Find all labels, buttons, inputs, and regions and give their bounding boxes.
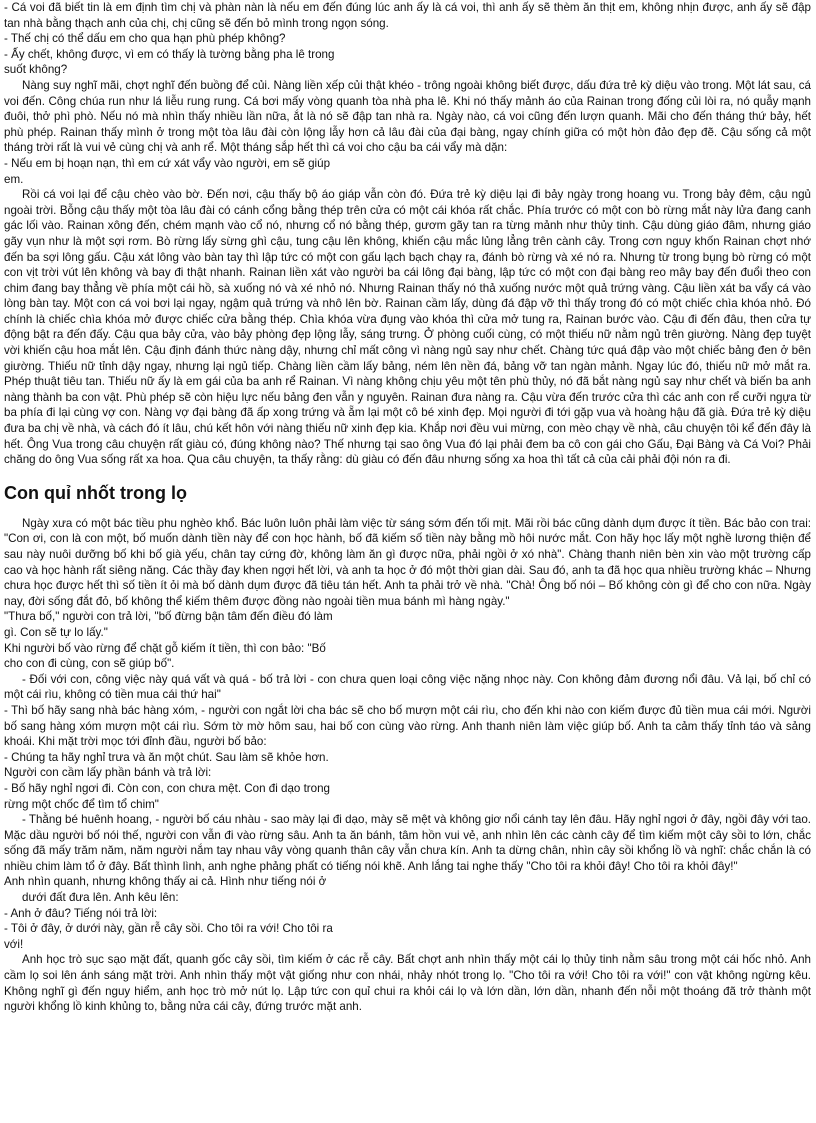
paragraph: với! [4, 937, 24, 951]
paragraph: - Ấy chết, không được, vì em có thấy là tường bằng pha lê trong [4, 47, 335, 61]
paragraph: - Nếu em bị hoạn nạn, thì em cứ xát vẩy vào người, em sẽ giúp [4, 156, 331, 170]
paragraph: gì. Con sẽ tự lo lấy." [4, 625, 108, 639]
paragraph: Nàng suy nghĩ mãi, chợt nghĩ đến buồng để củi. Nàng liền xếp củi thật khéo - trông ngoài không biết được, dấu đứa trẻ kỳ diệu vào trong. Một lát sau, cá voi đến. Công chúa run như lá liễu rung rung. Cá bơi mấy vòng quanh tòa nhà pha lê. Khi nó thấy mảnh áo của Rainan trong đống củi lòi ra, nó quẫy mạnh đuôi, thở phì phò. Nếu nó mà nhìn thấy nhiều lần nữa, ắt là nó sẽ đập tan nhà ra. Ngày nào, cá voi cũng đến lượn quanh. Mãi cho đến tháng thứ bảy, hết phù phép. Rainan thấy mình ở trong một tòa lâu đài còn lộng lẫy hơn cả lâu đài của đại bàng, ngay chính giữa có một hòn đảo đẹp đẽ. Cậu sống cả một tháng trời rất là vui vẻ cùng chị và anh rể. Một tháng sắp hết thì cá voi cho cậu ba cái vẩy mà dặn: [4, 78, 811, 155]
paragraph: - Cá voi đã biết tin là em định tìm chị và phàn nàn là nếu em đến đúng lúc anh ấy là cá voi, thì anh ấy sẽ thèm ăn thịt em, không nhịn được, anh ấy sẽ đập tan nhà bằng thạch anh của chị, chị cũng sẽ đến bỏ mình trong ngọn sóng. [4, 1, 811, 30]
story-section [4, 516, 811, 1015]
paragraph: Anh học trò sục sạo mặt đất, quanh gốc cây sồi, tìm kiếm ở các rễ cây. Bất chợt anh nhìn thấy một cái lọ thủy tinh nằm sâu trong một cái hốc nhỏ. Anh cầm lọ soi lên ánh sáng mặt trời. Anh nhìn thấy một vật giống như con nhái, nhảy nhót trong lọ. "Cho tôi ra với! Cho tôi ra với!" con vật không ngừng kêu. Không nghĩ gì đến nguy hiểm, anh học trò mở nút lọ. Lập tức con quỉ chui ra khỏi cái lọ và lớn dần, lớn dần, nhanh đến nỗi một thoáng đã trở thành một người khổng lồ kinh khủng to, bằng nửa cái cây, đứng trước mặt anh. [4, 953, 811, 1014]
paragraph: Khi người bố vào rừng để chặt gỗ kiếm ít tiền, thì con bảo: "Bố [4, 641, 326, 655]
paragraph: - Thằng bé huênh hoang, - người bố cáu nhàu - sao mày lại đi dạo, mày sẽ mệt và không giơ nổi cánh tay lên đâu. Hãy nghỉ ngơi ở đây, ngồi đây với tao. Mặc dầu người bố nói thế, người con vẫn đi vào rừng sâu. Anh ta ăn bánh, tâm hồn vui vẻ, anh nhìn lên các cành cây để tìm kiếm một cây sồi to lớn, chắc sống đã mấy trăm năm, năm người nắm tay nhau vây vòng quanh thân cây vẫn chưa kín. Anh ta dừng chân, nhìn cây sồi khổng lồ và nghĩ: chắc chắn là có nhiều chim làm tổ ở đây. Bất thình lình, anh nghe phảng phất có tiếng nói khẽ. Anh lắng tai nghe thấy "Cho tôi ra khỏi đây! Cho tôi ra khỏi đây!" [4, 813, 811, 873]
paragraph: suốt không? [4, 63, 68, 77]
paragraph: Người con cầm lấy phần bánh và trả lời: [4, 766, 212, 780]
paragraph: - Chúng ta hãy nghỉ trưa và ăn một chút. Sau làm sẽ khỏe hơn. [4, 750, 329, 764]
paragraph: em. [4, 172, 24, 186]
paragraph: Anh nhìn quanh, nhưng không thấy ai cả. Hình như tiếng nói ở [4, 875, 327, 889]
paragraph: - Bố hãy nghỉ ngơi đi. Còn con, con chưa mệt. Con đi dạo trong [4, 781, 331, 795]
paragraph: - Thì bố hãy sang nhà bác hàng xóm, - người con ngắt lời cha bác sẽ cho bố mượn một cái rìu, cho đến khi nào con kiếm được đủ tiền mua cái mới. Người bố sang hàng xóm mượn một cái rìu. Sớm tờ mờ hôm sau, hai bố con cùng vào rừng. Anh thanh niên làm việc giúp bố. Anh ta cảm thấy tỉnh táo và sảng khoái. Khi mặt trời mọc tới đỉnh đầu, người bố bảo: [4, 703, 811, 749]
paragraph: dưới đất đưa lên. Anh kêu lên: [22, 891, 179, 905]
paragraph: - Đối với con, công việc này quá vất và quá - bố trả lời - con chưa quen loại công việc nặng nhọc này. Con không đảm đương nổi đâu. Vả lại, bố chỉ có một cái rìu, không có tiền mua cái thứ hai" [4, 672, 811, 702]
story-title: Con quỉ nhốt trong lọ [4, 482, 187, 503]
paragraph: - Tôi ở đây, ở dưới này, gần rễ cây sồi. Cho tôi ra với! Cho tôi ra [4, 922, 333, 936]
paragraph: Rồi cá voi lại để cậu chèo vào bờ. Đến nơi, cậu thấy bộ áo giáp vẫn còn đó. Đứa trẻ kỳ diệu lại đi bảy ngày trong hoang vu. Trong bảy đêm, cậu ngủ ngoài trời. Bỗng cậu thấy một tòa lâu đài có cánh cổng bằng thép trên cửa có một cái khóa rất chắc. Phía trước có một con bò rừng mắt này lửa đang canh gác lối vào. Rainan xông đến, chém mạnh vào cổ nó, nhưng cổ nó bằng thép, gươm gãy tan ra từng mảnh như thủy tinh. Cậu dùng giáo đâm, nhưng giáo gãy vụn như là một sợi rơm. Bò rừng lấy sừng ghì cậu, tung cậu lên không, khiến cậu mắc lủng lẳng trên cành cây. Trong cơn nguy khốn Rainan chợt nhớ đến ba sợi lông gấu. Cậu xát lông vào bàn tay thì lập tức có một con gấu lạch bạch chạy ra, đánh bò rừng và xé nó ra. Nhưng từ trong bụng bò rừng có một con vịt trời vút lên không và bay đi thật nhanh. Rainan liền xát vào người ba cái lông đại bàng, lập tức có một con đại bàng reo mây bay đến đuổi theo con chim đang bay thẳng về phía một cái hồ, sà xuống nó và xé nhỏ nó. Nhưng Rainan thấy nó thả xuống nước một quả trứng vàng. Cậu liền xát ba vẩy cá vào lòng bàn tay. Một con cá voi bơi lại ngay, ngậm quả trứng và nhô lên bờ. Rainan cầm lấy, dùng đá đập vỡ thì thấy trong đó có một chiếc chìa khóa nhỏ. Đó chính là chiếc chìa khóa mở được chiếc cửa bằng thép. Chìa khóa vừa đụng vào khóa thì cửa mở tung ra, Rainan bước vào. Cậu đi đến đâu, then cửa tự động bật ra đến đấy. Cậu qua bảy cửa, vào bảy phòng đẹp lộng lẫy, sáng trưng. Ở phòng cuối cùng, có một thiếu nữ nằm ngủ trên giường. Nàng đẹp tuyệt vời khiến cậu hoa mắt lên. Cậu định đánh thức nàng dậy, nhưng chỉ mất công vì nàng ngủ say như chết. Chàng tức quá đập vào một chiếc bảng đen ở bên giường. Thiếu nữ tỉnh dậy ngay, nhưng lại ngủ tiếp. Chàng liền cầm lấy bảng, ném lên nền đá, bảng vỡ tan ngàn mảnh. Ngay lúc đó, thiếu nữ mở mắt ra. Phép thuật tiêu tan. Thiếu nữ ấy là em gái của ba anh rể Rainan. Vì nàng không chịu yêu một tên phù thủy, nó đã bắt nàng ngủ say như chết và biến ba anh nàng thành ba con vật. Phù phép sẽ còn hiệu lực nếu bảng đen vẫn y nguyên. Rainan đưa nàng ra. Cậu vừa đến trước cửa thì các anh con rể cưỡi ngựa từ ba phía đi lại cùng vợ con. Nàng vợ đại bàng đã ấp xong trứng và ẵm lại một cô bé xinh đẹp. Mọi người đi tới gặp vua và hoàng hậu đã già. Đứa trẻ kỳ diệu đưa ba chị về nhà, và cách đó ít lâu, chú kết hôn với nàng thiếu nữ xinh đẹp kia. Khắp nơi đều vui mừng, con mèo chạy về nhà, câu chuyện tôi kể đến đây là hết. Ông Vua trong câu chuyện rất giàu có, đúng không nào? Thế nhưng tại sao ông Vua đó lại phải đem ba cô con gái cho Gấu, Đại Bàng và Cá Voi? Phải chăng do ông Vua sống rất xa hoa. Qua câu chuyện, ta thấy rằng: dù giàu có đến đâu nhưng sống xa hoa thì tất cả của cải phải đội nón ra đi. [4, 188, 811, 467]
paragraph: - Anh ở đâu? Tiếng nói trả lời: [4, 906, 158, 920]
paragraph: rừng một chốc để tìm tổ chim" [4, 797, 159, 811]
paragraph: cho con đi cùng, con sẽ giúp bố". [4, 657, 175, 671]
story-ending-section [4, 0, 811, 468]
paragraph: "Thưa bố," người con trả lời, "bố đừng bận tâm đến điều đó làm [4, 610, 333, 624]
paragraph: Ngày xưa có một bác tiều phu nghèo khổ. Bác luôn luôn phải làm việc từ sáng sớm đến tối mịt. Mãi rồi bác cũng dành dụm được ít tiền. Bác bảo con trai: "Con ơi, con là con một, bố muốn dành tiền này để con học hành, bố đã kiếm số tiền này bằng mồ hôi nước mắt. Con hãy học lấy một nghề lương thiện để sau này nuôi dưỡng bố khi bố già yếu, chân tay cứng đờ, không làm ăn gì được nữa, phải ngồi ở xó nhà". Chàng thanh niên bèn xin vào một trường cấp cao và học hành rất siêng năng. Các thầy đay khen ngợi hết lời, và anh ta học ở đó một thời gian dài. Sau đó, anh ta đã học qua nhiều trường khác – Nhưng chưa học được hết thì số tiền ít ỏi mà bố dành dụm được đã tiêu tán hết. Anh ta phải trở về nhà. "Chà! Ông bố nói – Bố không còn gì để cho con nữa. Ngày nay, đời sống đắt đỏ, bố không thể kiếm thêm được đồng nào ngoài tiền mua bánh mì hàng ngày." [4, 516, 811, 608]
paragraph: - Thế chị có thể dấu em cho qua hạn phù phép không? [4, 32, 286, 46]
